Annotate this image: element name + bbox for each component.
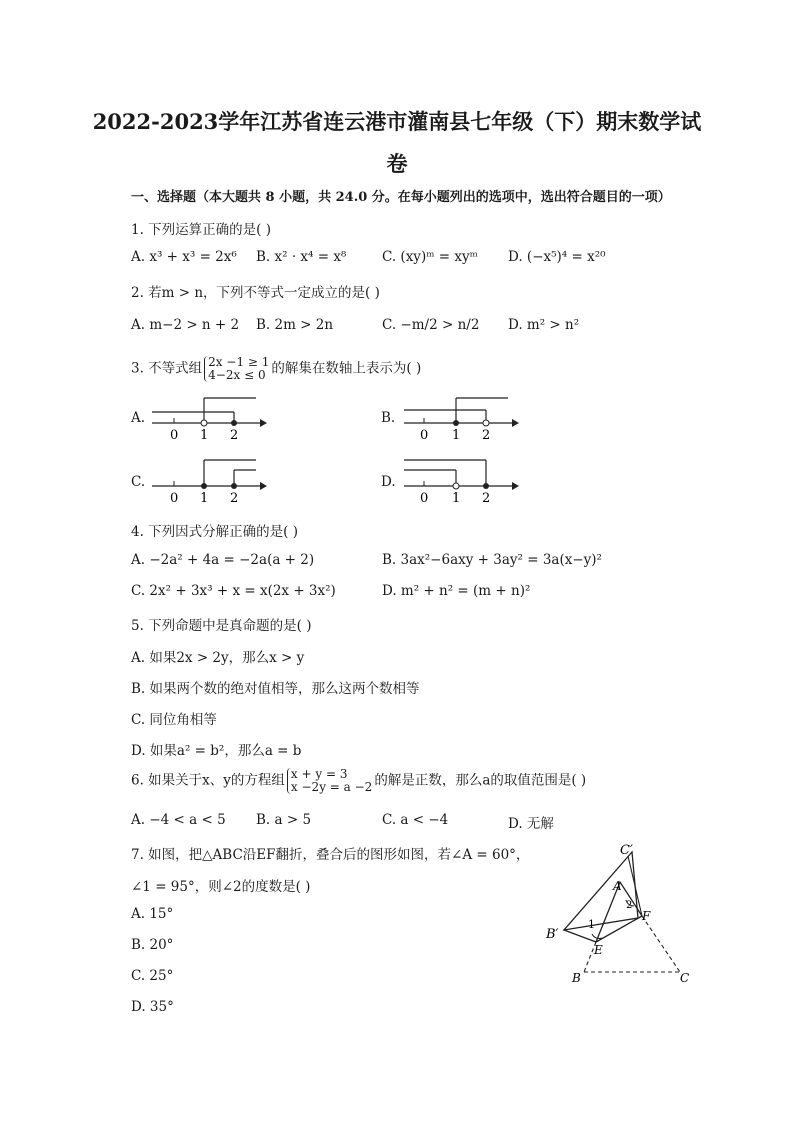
q4-option-d[interactable]: D. m² + n² = (m + n)²: [382, 583, 531, 599]
q6-stem-post: 的解是正数，那么a的取值范围是( ): [374, 772, 587, 789]
q5-option-c[interactable]: C. 同位角相等: [131, 712, 217, 728]
q3-option-c[interactable]: C.: [131, 474, 146, 490]
q6-option-b[interactable]: B. a > 5: [256, 812, 312, 828]
label-angle-1: 1: [588, 918, 595, 931]
label-c: C: [680, 971, 690, 985]
q1-option-d[interactable]: D. (−x⁵)⁴ = x²⁰: [508, 249, 606, 265]
q3-option-b[interactable]: B.: [381, 410, 396, 426]
q7-stem-line-1: 7. 如图，把△ABC沿EF翻折，叠合后的图形如图，若∠A = 60°，: [131, 847, 530, 863]
tick-2: 2: [482, 428, 491, 443]
q3-eq2: 4−2x ≤ 0: [208, 368, 266, 382]
q1-option-a[interactable]: A. x³ + x³ = 2x⁶: [131, 249, 237, 265]
q7-stem-line-2: ∠1 = 95°，则∠2的度数是( ): [131, 879, 311, 895]
q6-stem-pre: 6. 如果关于x、y的方程组: [131, 772, 285, 789]
number-line-c: [150, 456, 270, 506]
tick-2: 2: [230, 428, 239, 443]
q6-option-a[interactable]: A. −4 < a < 5: [131, 812, 226, 828]
q3-option-d[interactable]: D.: [381, 474, 396, 490]
tick-1: 1: [200, 428, 209, 443]
section-heading: 一、选择题（本大题共 8 小题，共 24.0 分。在每小题列出的选项中，选出符合题目的一项）: [131, 190, 671, 205]
title-line-2: 卷: [386, 151, 408, 176]
q2-option-d[interactable]: D. m² > n²: [508, 317, 580, 333]
q5-stem: 5. 下列命题中是真命题的是( ): [131, 618, 312, 634]
q5-option-d[interactable]: D. 如果a² = b²，那么a = b: [131, 743, 302, 759]
q6-system: [287, 768, 372, 794]
q4-stem: 4. 下列因式分解正确的是( ): [131, 524, 298, 540]
number-line-a: [150, 394, 270, 444]
q7-option-a[interactable]: A. 15°: [131, 906, 174, 922]
q3-option-a[interactable]: A.: [131, 410, 146, 426]
label-f: F: [642, 909, 651, 923]
q3-stem-post: 的解集在数轴上表示为( ): [271, 360, 422, 377]
q1-option-c[interactable]: C. (xy)ᵐ = xyᵐ: [382, 249, 478, 265]
q3-stem: [131, 356, 421, 382]
q6-stem: [131, 768, 586, 794]
label-angle-2: 2: [626, 900, 633, 911]
q4-option-b[interactable]: B. 3ax²−6axy + 3ay² = 3a(x−y)²: [382, 552, 602, 568]
tick-0: 0: [170, 491, 179, 506]
q4-option-c[interactable]: C. 2x² + 3x³ + x = x(2x + 3x²): [131, 583, 336, 599]
triangle-fold-figure: [540, 838, 700, 990]
q2-option-a[interactable]: A. m−2 > n + 2: [131, 317, 240, 333]
tick-2: 2: [230, 491, 239, 506]
tick-0: 0: [420, 428, 429, 443]
tick-1: 1: [200, 491, 209, 506]
label-b-prime: B′: [546, 927, 559, 942]
q1-option-b[interactable]: B. x² · x⁴ = x⁸: [256, 249, 347, 265]
q4-option-a[interactable]: A. −2a² + 4a = −2a(a + 2): [131, 552, 315, 568]
title-line-1: 2022-2023学年江苏省连云港市灌南县七年级（下）期末数学试: [92, 109, 702, 134]
q3-stem-pre: 3. 不等式组: [131, 360, 203, 377]
q3-system: [204, 356, 269, 382]
q2-option-c[interactable]: C. −m/2 > n/2: [382, 317, 480, 333]
tick-1: 1: [452, 428, 461, 443]
q6-eq1: x + y = 3: [290, 767, 348, 781]
tick-1: 1: [452, 491, 461, 506]
label-c-prime: C′: [620, 843, 633, 858]
number-line-d: [402, 456, 522, 506]
q6-option-c[interactable]: C. a < −4: [382, 812, 449, 828]
q1-stem: 1. 下列运算正确的是( ): [131, 222, 271, 238]
tick-2: 2: [482, 491, 491, 506]
q2-stem: 2. 若m > n，下列不等式一定成立的是( ): [131, 285, 380, 301]
label-e: E: [594, 943, 603, 957]
q2-option-b[interactable]: B. 2m > 2n: [256, 317, 334, 333]
tick-0: 0: [170, 428, 179, 443]
label-a: A: [613, 879, 622, 893]
number-line-b: [402, 394, 522, 444]
q7-option-c[interactable]: C. 25°: [131, 968, 174, 984]
q3-eq1: 2x −1 ≥ 1: [208, 355, 270, 369]
q5-option-b[interactable]: B. 如果两个数的绝对值相等，那么这两个数相等: [131, 681, 420, 697]
q6-option-d[interactable]: D. 无解: [508, 816, 554, 832]
q7-option-b[interactable]: B. 20°: [131, 937, 174, 953]
label-b: B: [572, 971, 581, 985]
q7-option-d[interactable]: D. 35°: [131, 999, 174, 1015]
q5-option-a[interactable]: A. 如果2x > 2y，那么x > y: [131, 650, 305, 666]
tick-0: 0: [420, 491, 429, 506]
q6-eq2: x −2y = a −2: [290, 780, 373, 794]
